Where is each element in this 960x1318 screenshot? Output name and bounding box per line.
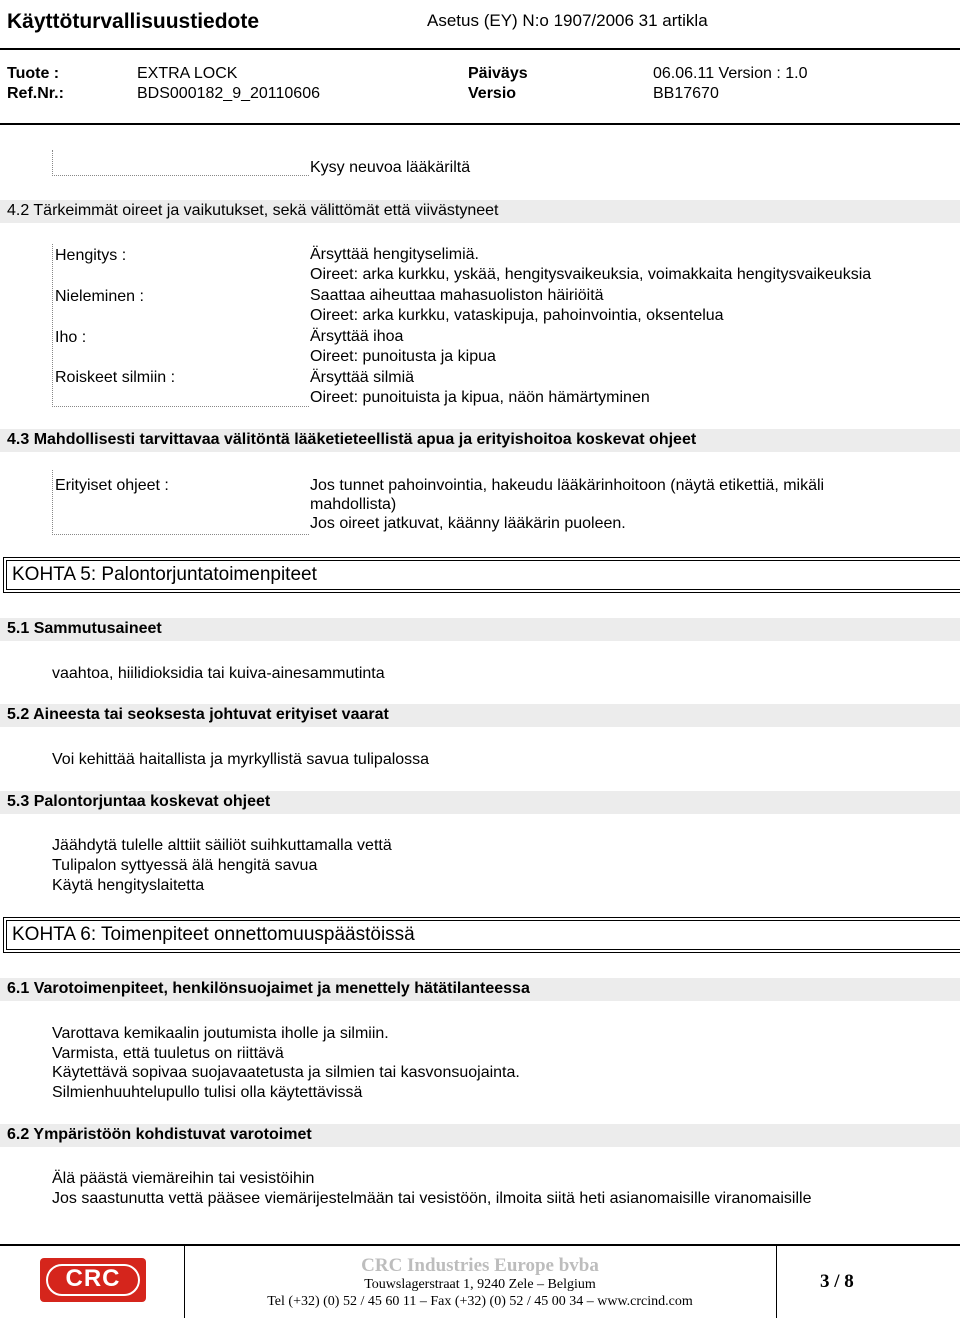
subsection-5-1-title: 5.1 Sammutusaineet xyxy=(7,620,162,637)
precaution-line: Varottava kemikaalin joutumista iholle ja silmiin. xyxy=(52,1025,389,1042)
symptom-line: Oireet: arka kurkku, vataskipuja, pahoinvointia, oksentelua xyxy=(310,307,724,324)
subsection-4-2-header xyxy=(0,200,960,223)
precaution-line: Silmienhuuhtelupullo tulisi olla käytettävissä xyxy=(52,1084,363,1101)
subsection-6-2-header xyxy=(0,1124,960,1147)
firefighting-line: Käytä hengityslaitetta xyxy=(52,877,205,894)
subsection-5-3-header xyxy=(0,791,960,814)
footer-divider xyxy=(0,1244,960,1246)
first-aid-advice: Kysy neuvoa lääkäriltä xyxy=(310,159,471,176)
firefighting-line: Tulipalon syttyessä älä hengitä savua xyxy=(52,857,318,874)
special-line: Jos tunnet pahoinvointia, hakeudu lääkärinhoitoon (näytä etikettiä, mikäli xyxy=(310,477,825,494)
subsection-6-1-header xyxy=(0,978,960,1001)
symptom-line: Oireet: punoitusta ja kipua xyxy=(310,348,496,365)
extinguishing-media: vaahtoa, hiilidioksidia tai kuiva-ainesammutinta xyxy=(52,665,385,682)
section-6-title: KOHTA 6: Toimenpiteet onnettomuuspäästöissä xyxy=(12,924,415,945)
subsection-6-1-title: 6.1 Varotoimenpiteet, henkilönsuojaimet ja menettely hätätilanteessa xyxy=(7,980,530,997)
subsection-4-2-title: 4.2 Tärkeimmät oireet ja vaikutukset, sekä välittömät että viivästyneet xyxy=(7,202,499,219)
ref-label: Ref.Nr.: xyxy=(7,85,64,102)
version-label: Versio xyxy=(468,85,517,102)
header-divider xyxy=(0,48,960,50)
subsection-4-3-title: 4.3 Mahdollisesti tarvittavaa välitöntä lääketieteellistä apua ja erityishoitoa koskevat ohjeet xyxy=(7,431,697,448)
subsection-6-2-title: 6.2 Ympäristöön kohdistuvat varotoimet xyxy=(7,1126,312,1143)
symptom-line: Saattaa aiheuttaa mahasuoliston häiriöitä xyxy=(310,287,604,304)
document-title: Käyttöturvallisuustiedote xyxy=(7,10,260,33)
company-contact: Tel (+32) (0) 52 / 45 60 11 – Fax (+32) (0) 52 / 45 00 34 – www.crcind.com xyxy=(267,1294,693,1309)
special-hazards-text: Voi kehittää haitallista ja myrkyllistä savua tulipalossa xyxy=(52,751,430,768)
version-value: BB17670 xyxy=(653,85,719,102)
symptom-line: Ärsyttää hengityselimiä. xyxy=(310,246,479,263)
date-value: 06.06.11 Version : 1.0 xyxy=(653,65,808,82)
precaution-line: Varmista, että tuuletus on riittävä xyxy=(52,1045,284,1062)
ref-value: BDS000182_9_20110606 xyxy=(137,85,320,102)
special-line: mahdollista) xyxy=(310,496,397,513)
special-instructions-label: Erityiset ohjeet : xyxy=(55,477,169,494)
subsection-5-2-header xyxy=(0,704,960,727)
subsection-5-3-title: 5.3 Palontorjuntaa koskevat ohjeet xyxy=(7,793,271,810)
date-label: Päiväys xyxy=(468,65,528,82)
product-value: EXTRA LOCK xyxy=(137,65,238,82)
regulation-reference: Asetus (EY) N:o 1907/2006 31 artikla xyxy=(427,11,708,30)
symptom-line: Ärsyttää silmiä xyxy=(310,369,415,386)
logo-text: CRC xyxy=(65,1265,121,1292)
special-line: Jos oireet jatkuvat, käänny lääkärin puoleen. xyxy=(310,515,626,532)
section-5-header xyxy=(3,557,960,593)
section-5-title: KOHTA 5: Palontorjuntatoimenpiteet xyxy=(12,564,317,585)
firefighting-line: Jäähdytä tulelle alttiit säiliöt suihkuttamalla vettä xyxy=(52,837,392,854)
precaution-line: Käytettävä sopivaa suojavaatetusta ja silmien tai kasvonsuojainta. xyxy=(52,1064,520,1081)
subsection-5-1-header xyxy=(0,618,960,641)
label-inhalation: Hengitys : xyxy=(55,247,127,264)
label-skin: Iho : xyxy=(55,329,87,346)
environmental-line: Älä päästä viemäreihin tai vesistöihin xyxy=(52,1170,315,1187)
product-label: Tuote : xyxy=(7,65,60,82)
table-cell-border xyxy=(52,150,309,176)
label-ingestion: Nieleminen : xyxy=(55,288,144,305)
company-address: Touwslagerstraat 1, 9240 Zele – Belgium xyxy=(364,1277,596,1292)
meta-divider xyxy=(0,123,960,125)
label-eyes: Roiskeet silmiin : xyxy=(55,369,176,386)
symptom-line: Ärsyttää ihoa xyxy=(310,328,404,345)
company-name: CRC Industries Europe bvba xyxy=(361,1255,599,1276)
symptom-line: Oireet: arka kurkku, yskää, hengitysvaikeuksia, voimakkaita hengitysvaikeuksia xyxy=(310,266,872,283)
symptom-line: Oireet: punoituista ja kipua, näön hämärtyminen xyxy=(310,389,650,406)
subsection-5-2-title: 5.2 Aineesta tai seoksesta johtuvat erityiset vaarat xyxy=(7,706,389,723)
page-number: 3 / 8 xyxy=(820,1271,854,1292)
subsection-4-3-header xyxy=(0,429,960,452)
environmental-line: Jos saastunutta vettä pääsee viemärijestelmään tai vesistöön, ilmoita siitä heti asianomaisille viranomaisille xyxy=(52,1190,812,1207)
section-6-header xyxy=(3,917,960,953)
